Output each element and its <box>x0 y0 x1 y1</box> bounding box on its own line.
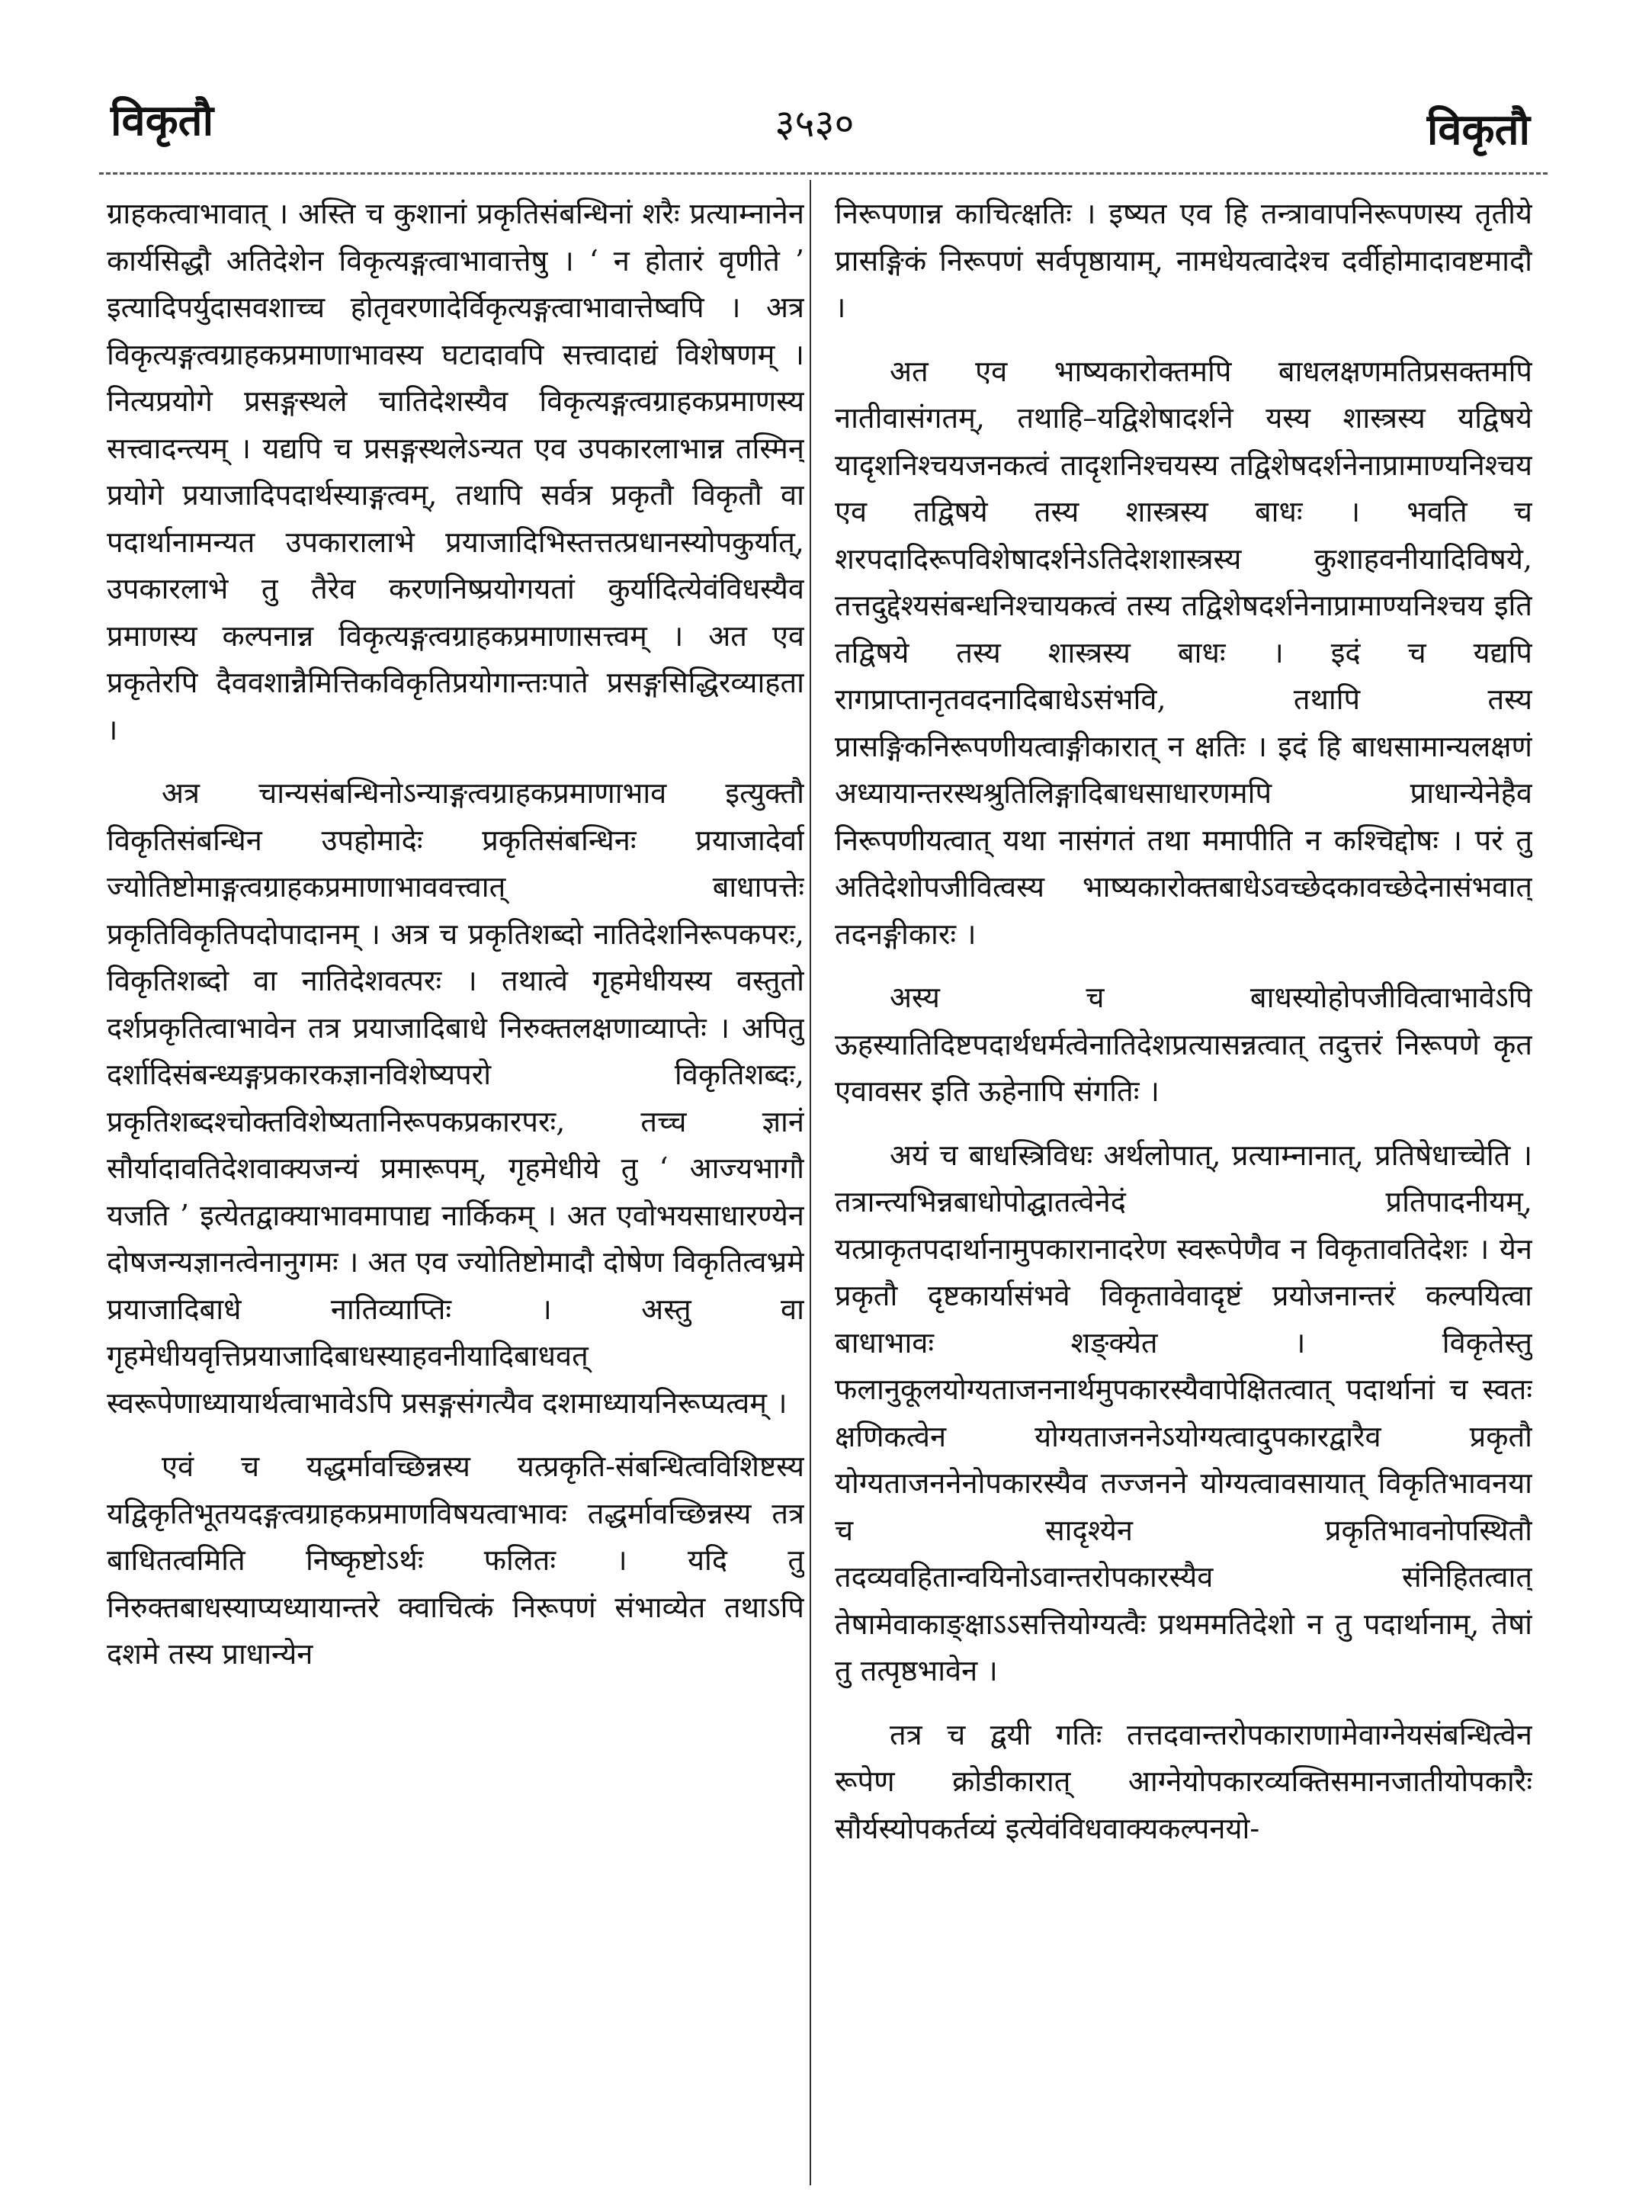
running-title-left: विकृतौ <box>111 95 214 146</box>
header-rule <box>99 172 1548 175</box>
paragraph: अयं च बाधस्त्रिविधः अर्थलोपात्, प्रत्याम्नानात्, प्रतिषेधाच्चेति । तत्रान्त्यभिन्नबाधोपोद्घातत्वेनेदं प्रतिपादनीयम्, यत्प्राकृतपदार्थानामुपकारानादरेण स्वरूपेणैव न विकृतावतिदेशः । येन प्रकृतौ दृष्टकार्यासंभवे विकृतावेवादृष्टं प्रयोजनान्तरं कल्पयित्वा बाधाभावः शङ्क्येत । विकृतेस्तु फलानुकूलयोग्यताजननार्थमुपकारस्यैवापेक्षितत्वात् पदार्थानां च स्वतः क्षणिकत्वेन योग्यताजननेऽयोग्यत्वादुपकारद्वारैव प्रकृतौ योग्यताजननेनोपकारस्यैव तज्जनने योग्यत्वावसायात् विकृतिभावनया च सादृश्येन प्रकृतिभावनोपस्थितौ तदव्यवहितान्वयिनोऽवान्तरोपकारस्यैव संनिहितत्वात् तेषामेवाकाङ्क्षाऽऽसत्तियोग्यत्वैः प्रथममतिदेशो न तु पदार्थानाम्, तेषां तु तत्पृष्ठभावेन । <box>835 1138 1532 1687</box>
column-divider <box>810 180 811 2185</box>
left-column <box>107 191 804 2188</box>
paragraph: अस्य च बाधस्योहोपजीवित्वाभावेऽपि ऊहस्यातिदिष्टपदार्थधर्मत्वेनातिदेशप्रत्यासन्नत्वात् तदुत्तरं निरूपणे कृत एवावसर इति ऊहेनापि संगतिः । <box>835 981 1532 1108</box>
page-header <box>99 90 1530 159</box>
paragraph: अत्र चान्यसंबन्धिनोऽन्याङ्गत्वग्राहकप्रमाणाभाव इत्युक्तौ विकृतिसंबन्धिन उपहोमादेः प्रकृतिसंबन्धिनः प्रयाजादेर्वा ज्योतिष्टोमाङ्गत्वग्राहकप्रमाणाभाववत्त्वात् बाधापत्तेः प्रकृतिविकृतिपदोपादानम् । अत्र च प्रकृतिशब्दो नातिदेशनिरूपकपरः, विकृतिशब्दो वा नातिदेशवत्परः । तथात्वे गृहमेधीयस्य वस्तुतो दर्शप्रकृतित्वाभावेन तत्र प्रयाजादिबाधे निरुक्तलक्षणाव्याप्तेः । अपितु दर्शादिसंबन्ध्यङ्गप्रकारकज्ञानविशेष्यपरो विकृतिशब्दः, प्रकृतिशब्दश्चोक्तविशेष्यतानिरूपकप्रकारपरः, तच्च ज्ञानं सौर्यादावतिदेशवाक्यजन्यं प्रमारूपम्, गृहमेधीये तु ‘ आज्यभागौ यजति ’ इत्येतद्वाक्याभावमापाद्य नार्किकम् । अत एवोभयसाधारण्येन दोषजन्यज्ञानत्वेनानुगमः । अत एव ज्योतिष्टोमादौ दोषेण विकृतित्वभ्रमे प्रयाजादिबाधे नातिव्याप्तिः । अस्तु वा गृहमेधीयवृत्तिप्रयाजादिबाधस्याहवनीयादिबाधवत् स्वरूपेणाध्यायार्थत्वाभावेऽपि प्रसङ्गसंगत्यैव दशमाध्यायनिरूप्यत्वम् । <box>107 776 804 1420</box>
paragraph: निरूपणान्न काचित्क्षतिः । इष्यत एव हि तन्त्रावापनिरूपणस्य तृतीये प्रासङ्गिकं निरूपणं सर्वपृष्ठायाम्, नामधेयत्वादेश्च दर्वीहोमादावष्टमादौ । <box>835 197 1532 324</box>
running-title-right: विकृतौ <box>1426 104 1530 155</box>
paragraph: तत्र च द्वयी गतिः तत्तदवान्तरोपकाराणामेवाग्नेयसंबन्धित्वेन रूपेण क्रोडीकारात् आग्नेयोपकारव्यक्तिसमानजातीयोपकारैः सौर्यस्योपकर्तव्यं इत्येवंविधवाक्यकल्पनयो- <box>835 1717 1532 1845</box>
paragraph: अत एव भाष्यकारोक्तमपि बाधलक्षणमतिप्रसक्तमपि नातीवासंगतम्, तथाहि–यद्विशेषादर्शने यस्य शास्त्रस्य यद्विषये यादृशनिश्चयजनकत्वं तादृशनिश्चयस्य तद्विशेषदर्शनेनाप्रामाण्यनिश्चय एव तद्विषये तस्य शास्त्रस्य बाधः । भवति च शरपदादिरूपविशेषादर्शनेऽतिदेशशास्त्रस्य कुशाहवनीयादिविषये, तत्तदुद्देश्यसंबन्धनिश्चायकत्वं तस्य तद्विशेषदर्शनेनाप्रामाण्यनिश्चय इति तद्विषये तस्य शास्त्रस्य बाधः । इदं च यद्यपि रागप्राप्तानृतवदनादिबाधेऽसंभवि, तथापि तस्य प्रासङ्गिकनिरूपणीयत्वाङ्गीकारात् न क्षतिः । इदं हि बाधसामान्यलक्षणं अध्यायान्तरस्थश्रुतिलिङ्गादिबाधसाधारणमपि प्राधान्येनेहैव निरूपणीयत्वात् यथा नासंगतं तथा ममापीति न कश्चिद्दोषः । परं तु अतिदेशोपजीवित्वस्य भाष्यकारोक्तबाधेऽवच्छेदकावच्छेदेनासंभवात् तदनङ्गीकारः । <box>835 354 1532 951</box>
right-column <box>835 191 1532 2188</box>
page-number: ३५३० <box>775 101 855 146</box>
paragraph: एवं च यद्धर्मावच्छिन्नस्य यत्प्रकृति-संबन्धित्वविशिष्टस्य यद्विकृतिभूतयदङ्गत्वग्राहकप्रमाणविषयत्वाभावः तद्धर्मावच्छिन्नस्य तत्र बाधितत्वमिति निष्कृष्टोऽर्थः फलितः । यदि तु निरुक्तबाधस्याप्यध्यायान्तरे क्वाचित्कं निरूपणं संभाव्येत तथाऽपि दशमे तस्य प्राधान्येन <box>107 1450 804 1671</box>
paragraph: ग्राहकत्वाभावात् । अस्ति च कुशानां प्रकृतिसंबन्धिनां शरैः प्रत्याम्नानेन कार्यसिद्धौ अतिदेशेन विकृत्यङ्गत्वाभावात्तेषु । ‘ न होतारं वृणीते ’ इत्यादिपर्युदासवशाच्च होतृवरणादेर्विकृत्यङ्गत्वाभावात्तेष्वपि । अत्र विकृत्यङ्गत्वग्राहकप्रमाणाभावस्य घटादावपि सत्त्वादाद्यं विशेषणम् । नित्यप्रयोगे प्रसङ्गस्थले चातिदेशस्यैव विकृत्यङ्गत्वग्राहकप्रमाणस्य सत्त्वादन्त्यम् । यद्यपि च प्रसङ्गस्थलेऽन्यत एव उपकारलाभान्न तस्मिन् प्रयोगे प्रयाजादिपदार्थस्याङ्गत्वम्, तथापि सर्वत्र प्रकृतौ विकृतौ वा पदार्थानामन्यत उपकारालाभे प्रयाजादिभिस्तत्तत्प्रधानस्योपकुर्यात्, उपकारलाभे तु तैरेव करणनिष्प्रयोगयतां कुर्यादित्येवंविधस्यैव प्रमाणस्य कल्पनान्न विकृत्यङ्गत्वग्राहकप्रमाणासत्त्वम् । अत एव प्रकृतेरपि दैववशान्नैमित्तिकविकृतिप्रयोगान्तःपाते प्रसङ्गसिद्धिरव्याहता । <box>107 197 804 746</box>
